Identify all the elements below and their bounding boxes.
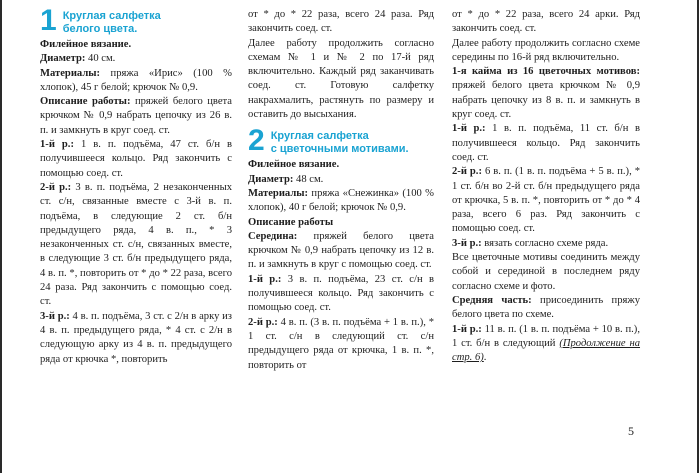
article-1-row-1: 1-й р.: 1 в. п. подъёма, 47 ст. б/н в получившееся кольцо. Ряд закончить с помощью соед. ст.: [40, 139, 232, 179]
article-1-row-3: 3-й р.: 4 в. п. подъёма, 3 ст. с 2/н в арку из 4 в. п. предыдущего ряда, * 4 ст. с 2/н в следующую арку из 4 в. п. предыдущего ряда от крючка *, повторить: [40, 310, 232, 365]
article-1-materials: Материалы: пряжа «Ирис» (100 % хлопок), 45 г белой; крючок № 0,9.: [40, 67, 232, 93]
article-2-middle: Середина: пряжей белого цвета крючком № 0,9 набрать цепочку из 12 в. п. и замкнуть в круг с помощью соед. ст.: [248, 230, 434, 271]
article-2-joining: Все цветочные мотивы соединить между собой и серединой в последнем ряду согласно схеме и фото.: [452, 252, 640, 292]
column-2: [248, 8, 434, 373]
column-1: [40, 4, 233, 367]
article-1-diameter: Диаметр: 40 см.: [40, 53, 116, 65]
article-2-middle-part: Средняя часть: присоединить пряжу белого цвета по схеме.: [452, 294, 640, 321]
continued-link[interactable]: (Продолжение на стр. 6): [452, 337, 641, 364]
article-2-materials: Материалы: пряжа «Снежинка» (100 % хлопок), 40 г белой; крючок № 0,9.: [248, 187, 434, 214]
article-1-technique: Филейное вязание.: [40, 39, 132, 50]
article-2-middle-row-1: 1-й р.: 11 в. п. (1 в. п. подъёма + 10 в. п.), 1 ст. б/н в следующий (Продолжение на стр. 6).: [452, 323, 641, 364]
article-2-title: Круглая салфетка с цветочными мотивами.: [270, 130, 409, 156]
column-3: [452, 8, 640, 365]
article-1-finishing: Далее работу продолжить согласно схемам № 1 и № 2 по 17-й ряд включительно. Каждый ряд заканчивать соед. ст. Готовую салфетку накрахмалить, растянуть по размеру и оставить до высыхания.: [248, 37, 434, 121]
article-2-diameter: Диаметр: 48 см.: [248, 173, 324, 185]
article-2-technique: Филейное вязание.: [248, 159, 340, 171]
article-2-motif-row-2: 2-й р.: 6 в. п. (1 в. п. подъёма + 5 в. п.), * 1 ст. б/н во 2-й ст. б/н предыдущего ряда от крючка, 5 в. п. *, повторить от * до * 4 раза, всего 6 раз. Ряд закончить с помощью соед. ст.: [452, 166, 640, 235]
article-1-row-2: 2-й р.: 3 в. п. подъёма, 2 незаконченных ст. с/н, связанные вместе с 3-й в. п. подъёма, в следующие 2 ст. б/н предыдущего ряда, 4 в. п., * 3 незаконченных ст. с/н, связанных вместе, в следующие 3 ст. б/н предыдущего ряда, 4 в. п. *, повторить от * до * 22 раза, всего 24 раза. Ряд закончить с помощью соед. ст.: [40, 181, 232, 308]
article-2-row-2: 2-й р.: 4 в. п. (3 в. п. подъёма + 1 в. п.), * 1 ст. с/н в следующий ст. с/н предыдущего ряда от крючка, 1 в. п. *, повторить от: [248, 316, 434, 371]
article-1-header: [40, 4, 232, 37]
article-1-title: Круглая салфетка белого цвета.: [62, 10, 161, 35]
article-1-description: Описание работы: пряжей белого цвета крючком № 0,9 набрать цепочку из 26 в. п. и замкнуть в круг соед. ст.: [40, 96, 233, 136]
article-2-motif-row-3: 3-й р.: вязать согласно схеме ряда.: [452, 237, 609, 249]
article-2-continuation: от * до * 22 раза, всего 24 арки. Ряд закончить соед. ст.: [452, 9, 640, 35]
article-2-motif-row-1: 1-й р.: 1 в. п. подъёма, 11 ст. б/н в получившееся кольцо. Ряд закончить соед. ст.: [452, 123, 640, 163]
article-2-row-1: 1-й р.: 3 в. п. подъёма, 23 ст. с/н в получившееся кольцо. Ряд закончить с помощью соед. ст.: [248, 273, 434, 314]
article-2-chart-note: Далее работу продолжить согласно схеме середины по 16-й ряд включительно.: [452, 37, 640, 63]
article-2-border: 1-я кайма из 16 цветочных мотивов: пряжей белого цвета крючком № 0,9 набрать цепочку из 8 в. п. и замкнуть в круг соед. ст.: [452, 66, 640, 121]
article-2-header: [248, 124, 434, 158]
article-1-continuation: от * до * 22 раза, всего 24 раза. Ряд закончить соед. ст.: [248, 9, 434, 35]
article-2-description-heading: Описание работы: [248, 216, 334, 228]
article-2-number: 2: [248, 124, 265, 158]
article-1-number: 1: [40, 4, 57, 37]
page-number: 5: [628, 424, 634, 438]
